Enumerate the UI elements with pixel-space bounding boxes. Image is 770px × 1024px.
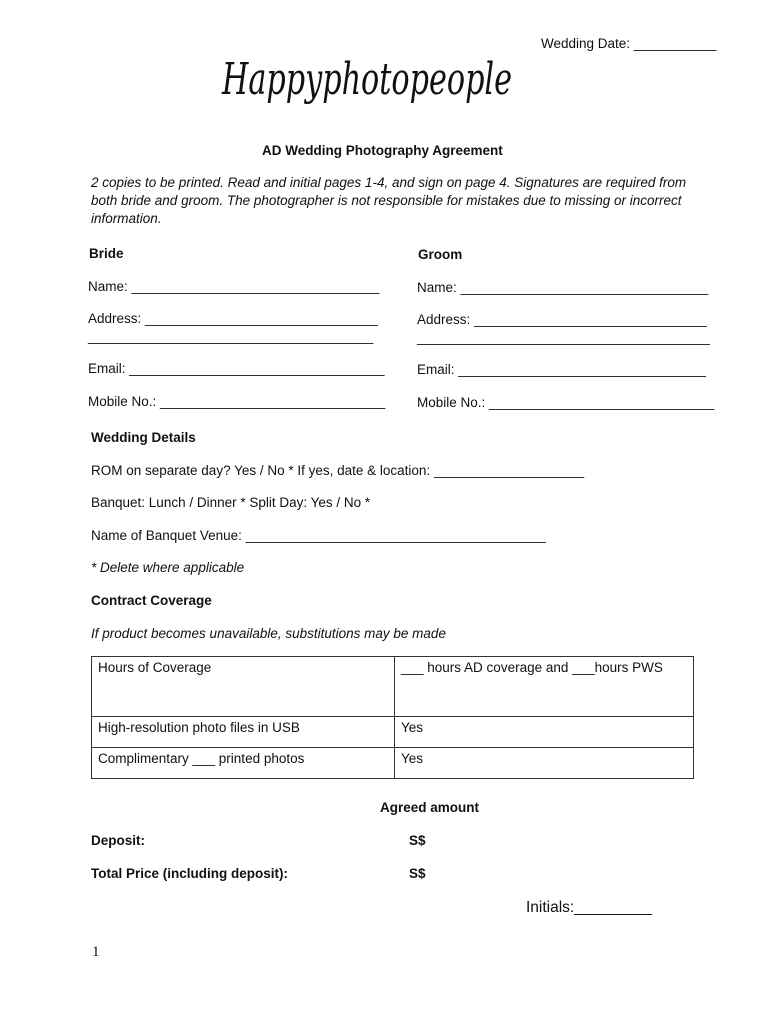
coverage-value[interactable]: ___ hours AD coverage and ___hours PWS <box>395 657 694 717</box>
wedding-details-heading: Wedding Details <box>91 430 196 445</box>
groom-mobile-field[interactable]: Mobile No.: ______________________________ <box>417 395 715 410</box>
groom-address-field[interactable]: Address: _______________________________ <box>417 312 707 327</box>
coverage-item: High-resolution photo files in USB <box>92 717 395 748</box>
total-price-value[interactable]: S$ <box>409 866 426 881</box>
substitution-note: If product becomes unavailable, substitutions may be made <box>91 626 446 641</box>
groom-name-field[interactable]: Name: _________________________________ <box>417 280 709 295</box>
coverage-value: Yes <box>395 748 694 779</box>
logo-text: Happyphotopeople <box>221 54 513 105</box>
bride-address-line2[interactable]: ______________________________________ <box>88 329 374 344</box>
bride-email-field[interactable]: Email: __________________________________ <box>88 361 385 376</box>
coverage-item: Hours of Coverage <box>92 657 395 717</box>
wedding-date-field[interactable]: Wedding Date: ___________ <box>541 36 717 51</box>
coverage-item[interactable]: Complimentary ___ printed photos <box>92 748 395 779</box>
table-row <box>92 748 694 779</box>
agreed-amount-heading: Agreed amount <box>380 800 480 815</box>
deposit-value[interactable]: S$ <box>409 833 426 848</box>
coverage-table <box>91 656 694 779</box>
table-row <box>92 657 694 717</box>
brand-logo <box>218 44 518 114</box>
instructions-paragraph: 2 copies to be printed. Read and initial pages 1-4, and sign on page 4. Signatures are required from both bride and groom. The photographer is not responsible for mistakes due to missing or incorrect information. <box>91 175 687 226</box>
bride-heading: Bride <box>89 246 124 261</box>
banquet-question[interactable]: Banquet: Lunch / Dinner * Split Day: Yes / No * <box>91 495 371 510</box>
bride-address-field[interactable]: Address: _______________________________ <box>88 311 378 326</box>
contract-coverage-heading: Contract Coverage <box>91 593 212 608</box>
total-price-label: Total Price (including deposit): <box>91 866 289 881</box>
deposit-label: Deposit: <box>91 833 145 848</box>
bride-name-field[interactable]: Name: _________________________________ <box>88 279 380 294</box>
coverage-value: Yes <box>395 717 694 748</box>
table-row <box>92 717 694 748</box>
rom-question[interactable]: ROM on separate day? Yes / No * If yes, date & location: ____________________ <box>91 463 585 478</box>
groom-email-field[interactable]: Email: _________________________________ <box>417 362 707 377</box>
groom-heading: Groom <box>418 247 463 262</box>
groom-address-line2[interactable]: _______________________________________ <box>417 330 710 345</box>
delete-note: * Delete where applicable <box>91 560 245 575</box>
document-title: AD Wedding Photography Agreement <box>262 143 503 158</box>
bride-mobile-field[interactable]: Mobile No.: ______________________________ <box>88 394 386 409</box>
banquet-venue-field[interactable]: Name of Banquet Venue: ________________________________________ <box>91 528 546 543</box>
initials-field[interactable]: Initials:_________ <box>526 899 652 916</box>
page-number: 1 <box>92 944 100 960</box>
